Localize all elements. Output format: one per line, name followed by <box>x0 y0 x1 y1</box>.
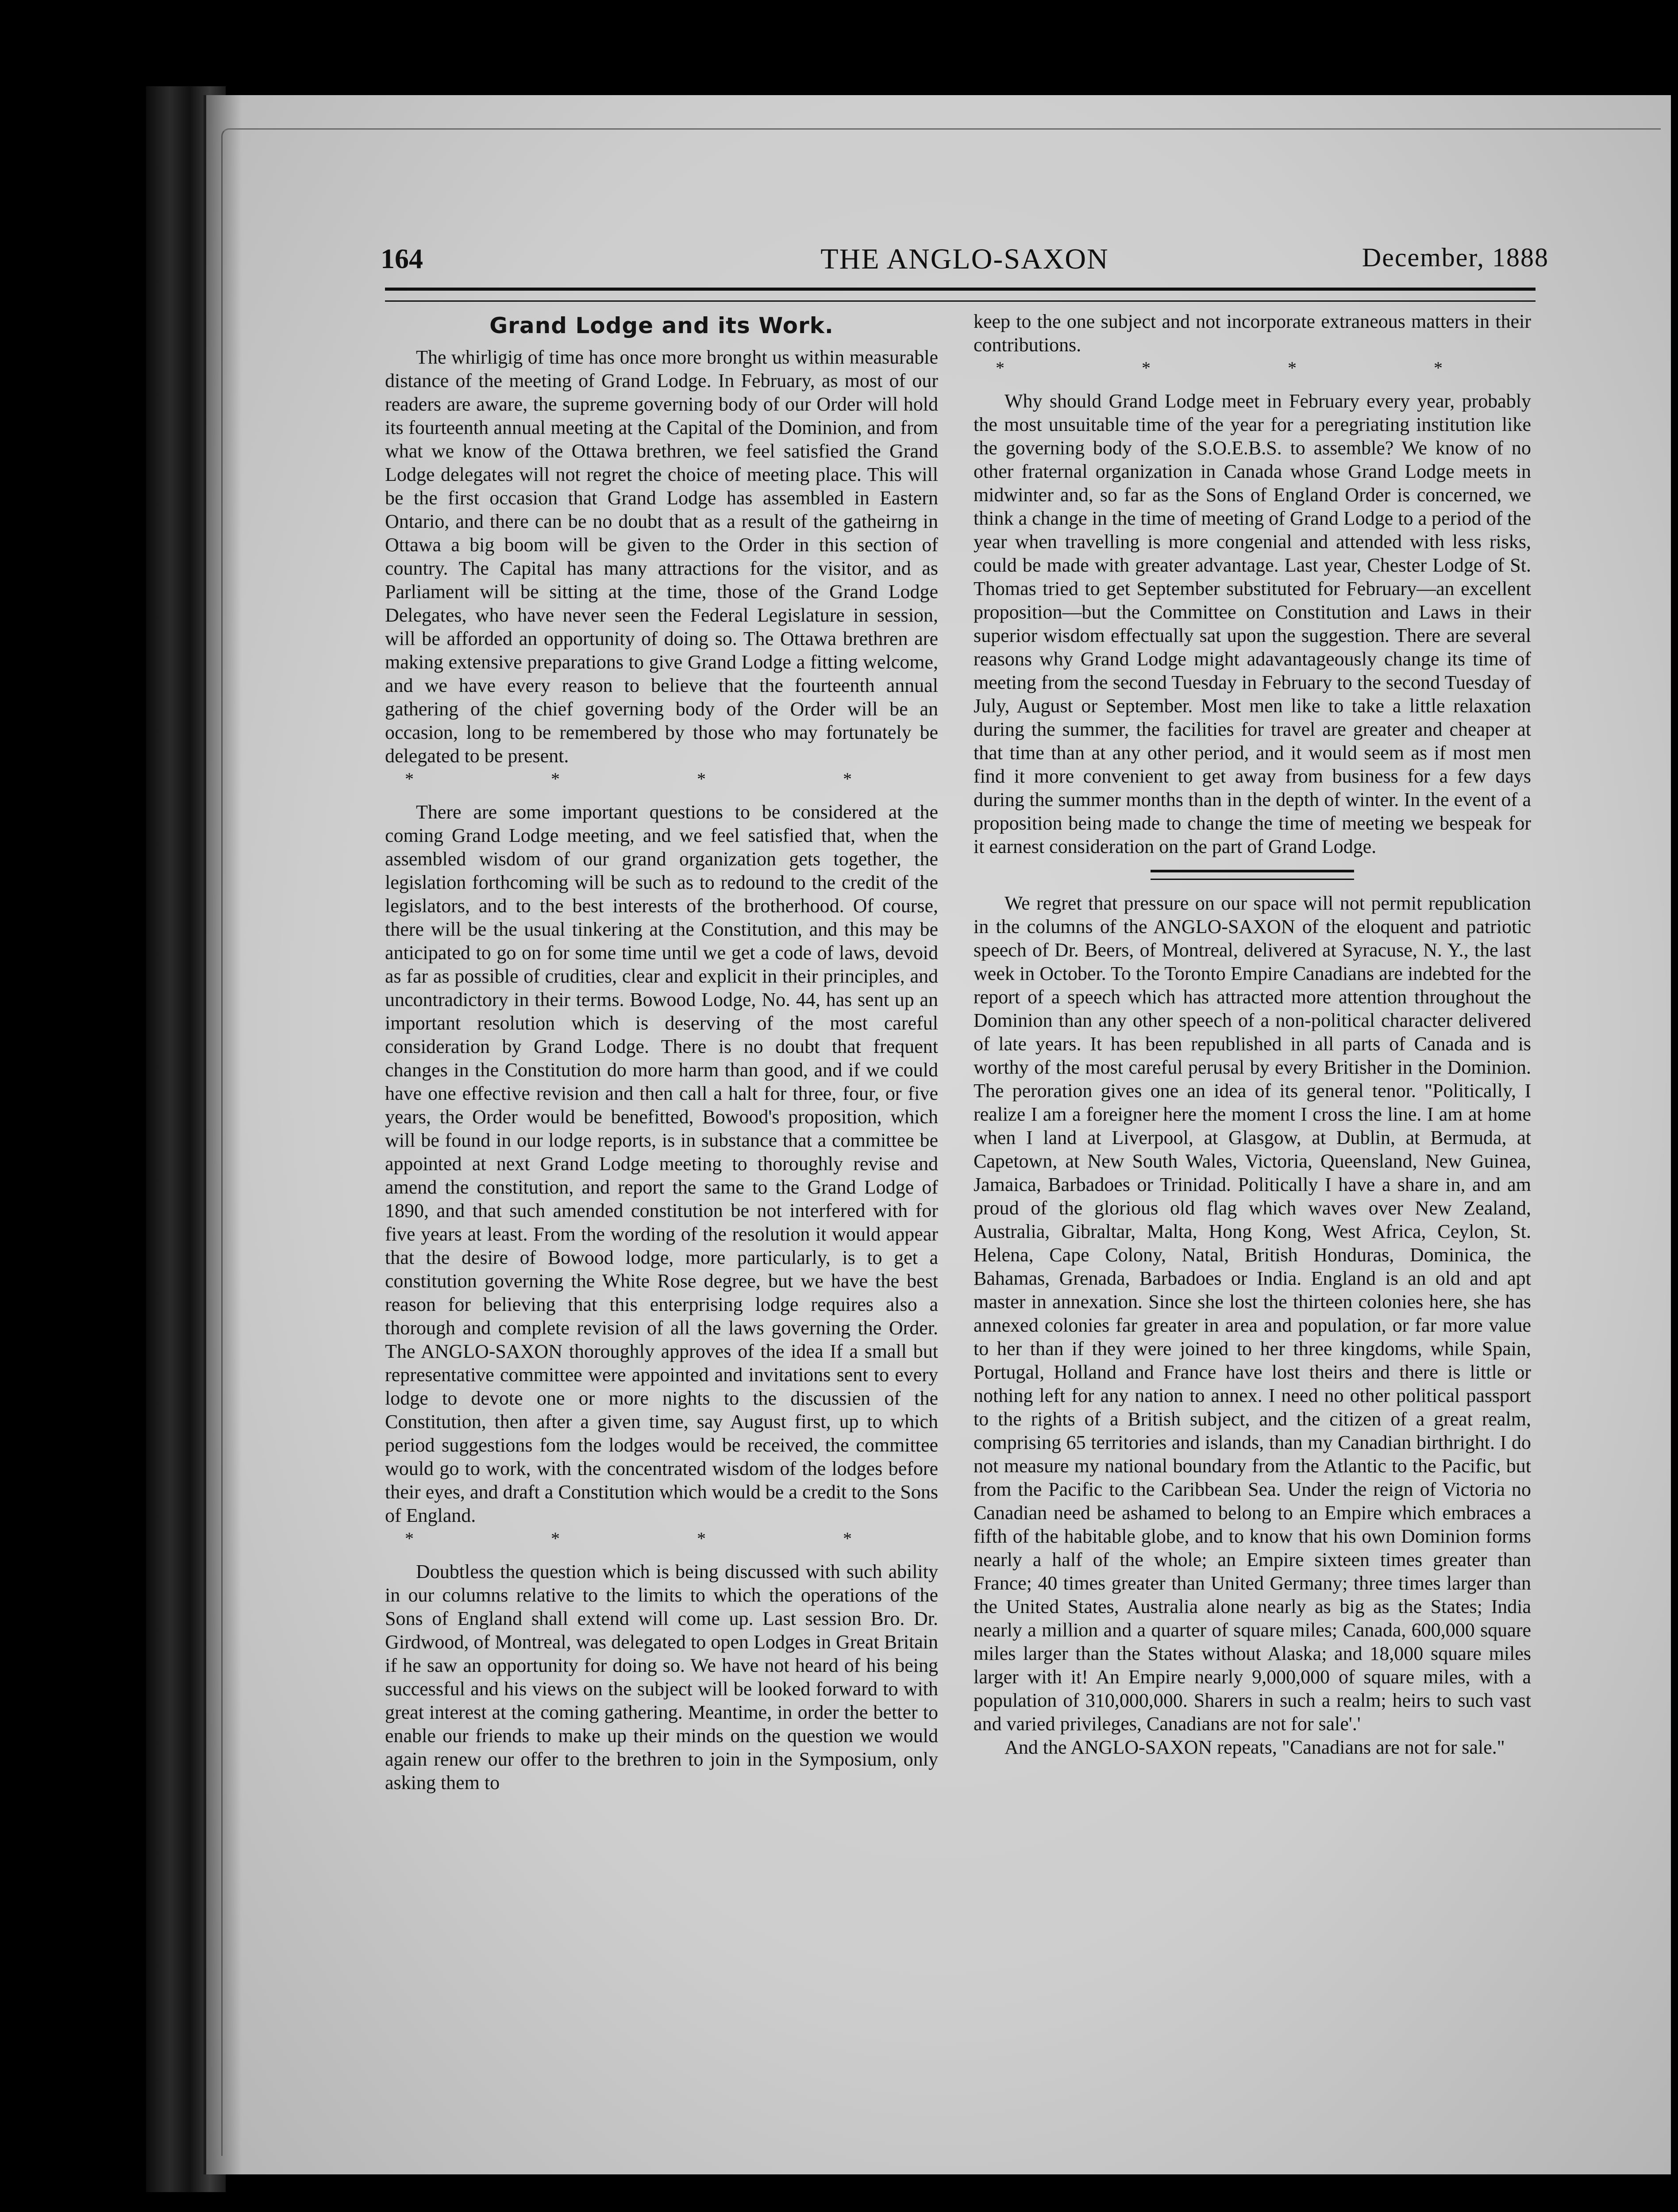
header-rule <box>385 288 1536 302</box>
page-number: 164 <box>381 243 423 274</box>
right-paragraph-1: keep to the one subject and not incorporate extraneous matters in their contributions. <box>974 311 1531 356</box>
left-column <box>385 310 938 1794</box>
left-paragraph-2: There are some important questions to be considered at the coming Grand Lodge meeting, and we feel satisfied that, when the assembled wisdom of our grand organization gets together, the legislation forthcoming will be such as to redound to the credit of the legislators, and to the best interests of the brotherhood. Of course, there will be the usual tinkering at the Constitution, and this may be anticipated to go on for some time until we get a code of laws, devoid as far as possible of crudities, clear and explicit in their principles, and uncontradictory in their terms. Bowood Lodge, No. 44, has sent up an important resolution which is deserving of the most careful consideration by Grand Lodge. There is no doubt that frequent changes in the Constitution do more harm than good, and if we could have one effective revision and then call a halt for three, four, or five years, the Order would be benefitted, Bowood's proposition, which will be found in our lodge reports, is in substance that a committee be appointed at next Grand Lodge meeting to thoroughly revise and amend the constitution, and report the same to the Grand Lodge of 1890, and that such amended constitution be not interfered with for five years at least. From the wording of the resolution it would appear that the desire of Bowood lodge, more particularly, is to get a constitution governing the White Rose degree, but we have the best reason for believing that this enterprising lodge requires also a thorough and complete revision of all the laws governing the Order. The ANGLO-SAXON thoroughly approves of the idea If a small but representative committee were appointed and invitations sent to every lodge to devote one or more nights to the discussien of the Constitution, then after a given time, say August first, up to which period suggestions fom the lodges would be received, the committee would go to work, with the concentrated wisdom of the lodges before their eyes, and draft a Constitution which would be a credit to the Sons of England. <box>385 801 938 1526</box>
issue-date: December, 1888 <box>1362 243 1549 272</box>
article-title: Grand Lodge and its Work. <box>489 313 834 338</box>
left-paragraph-1: The whirligig of time has once more bronght us within measurable distance of the meeting of Grand Lodge. In February, as most of our readers are aware, the supreme governing body of our Order will hold its fourteenth annual meeting at the Capital of the Dominion, and from what we know of the Ottawa brethren, we feel satisfied the Grand Lodge delegates will not regret the choice of meeting place. This will be the first occasion that Grand Lodge has assembled in Eastern Ontario, and there can be no doubt that as a result of the gatheirng in Ottawa a big boom will be given to the Order in this section of country. The Capital has many attractions for the visitor, and as Parliament will be sitting at the time, those of the Grand Lodge Delegates, who have never seen the Federal Legislature in session, will be afforded an opportunity of doing so. The Ottawa brethren are making extensive preparations to give Grand Lodge a fitting welcome, and we have every reason to believe that the fourteenth annual gathering of the chief governing body of the Order will be an occasion, long to be remembered by those who may fortunately be delegated to be present. <box>385 346 938 767</box>
right-paragraph-4: And the ANGLO-SAXON repeats, "Canadians are not for sale." <box>1004 1736 1505 1758</box>
left-paragraph-3: Doubtless the question which is being discussed with such ability in our columns relative to the limits to which the operations of the Sons of England shall extend will come up. Last session Bro. Dr. Girdwood, of Montreal, was delegated to open Lodges in Great Britain if he saw an opportunity for doing so. We have not heard of his being successful and his views on the subject will be looked forward to with great interest at the coming gathering. Meantime, in order the better to enable our friends to make up their minds on the question we would again renew our offer to the brethren to join in the Symposium, only asking them to <box>385 1561 938 1793</box>
journal-title: THE ANGLO-SAXON <box>820 243 1109 275</box>
right-paragraph-3: We regret that pressure on our space will not permit republication in the columns of the ANGLO-SAXON of the eloquent and patriotic speech of Dr. Beers, of Montreal, delivered at Syracuse, N. Y., the last week in October. To the Toronto Empire Canadians are indebted for the report of a speech which has attracted more attention throughout the Dominion than any other speech of a non-political character delivered of late years. It has been republished in all parts of Canada and is worthy of the most careful perusal by every Britisher in the Dominion. The peroration gives one an idea of its general tenor. "Politically, I realize I am a foreigner here the moment I cross the line. I am at home when I land at Liverpool, at Glasgow, at Dublin, at Bermuda, at Capetown, at New South Wales, Victoria, Queensland, New Guinea, Jamaica, Barbadoes or Trinidad. Politically I have a share in, and am proud of the glorious old flag which waves over New Zealand, Australia, Gibraltar, Malta, Hong Kong, West Africa, Ceylon, St. Helena, Cape Colony, Natal, British Honduras, Dominica, the Bahamas, Grenada, Barbadoes or India. England is an old and apt master in annexation. Since she lost the thirteen colonies here, she has annexed colonies far greater in area and population, or far more value to her than if they were joined to her three kingdoms, while Spain, Portugal, Holland and France have lost theirs and there is little or nothing left for any nation to annex. I need no other political passport to the rights of a British subject, and the citizen of a great realm, comprising 65 territories and islands, than my Canadian birthright. I do not measure my national boundary from the Atlantic to the Pacific, but from the Pacific to the Caribbean Sea. Under the reign of Victoria no Canadian need be ashamed to belong to an Empire which embraces a fifth of the habitable globe, and to know that his own Dominion forms nearly a half of the whole; an Empire sixteen times greater than France; 40 times greater than United Germany; three times larger than the United States, Australia alone nearly as big as the States; India nearly a million and a quarter of square miles; Canada, 600,000 square miles larger than the States without Alaska; and 18,000 square miles larger with it! An Empire nearly 9,000,000 of square miles, with a population of 310,000,000. Sharers in such a realm; heirs to such vast and varied privileges, Canadians are not for sale'.' <box>974 892 1531 1735</box>
right-column <box>974 310 1531 1759</box>
right-paragraph-2: Why should Grand Lodge meet in February every year, probably the most unsuitable time of the year for a peregriating institution like the governing body of the S.O.E.B.S. to assemble? We know of no other fraternal organization in Canada whose Grand Lodge meets in midwinter and, so far as the Sons of England Order is concerned, we think a change in the time of meeting of Grand Lodge to a period of the year when travelling is more congenial and attended with less risks, could be made with greater advantage. Last year, Chester Lodge of St. Thomas tried to get September substituted for February—an excellent proposition—but the Committee on Constitution and Laws in their superior wisdom effectually sat upon the suggestion. There are several reasons why Grand Lodge might adavantageously change its time of meeting from the second Tuesday in February to the second Tuesday of July, August or September. Most men like to take a little relaxation during the summer, the facilities for travel are greater and cheaper at that time than at any other period, and it would seem as if most men find it more convenient to get away from business for a few days during the summer months than in the depth of winter. In the event of a proposition being made to change the time of meeting we bespeak for it earnest consideration on the part of Grand Lodge. <box>974 390 1531 857</box>
section-rule <box>1151 870 1354 880</box>
running-head <box>381 242 1549 282</box>
section-separator-stars: * * * * <box>996 358 1509 378</box>
section-separator-stars: * * * * <box>405 769 918 789</box>
section-separator-stars: * * * * <box>405 1528 918 1548</box>
